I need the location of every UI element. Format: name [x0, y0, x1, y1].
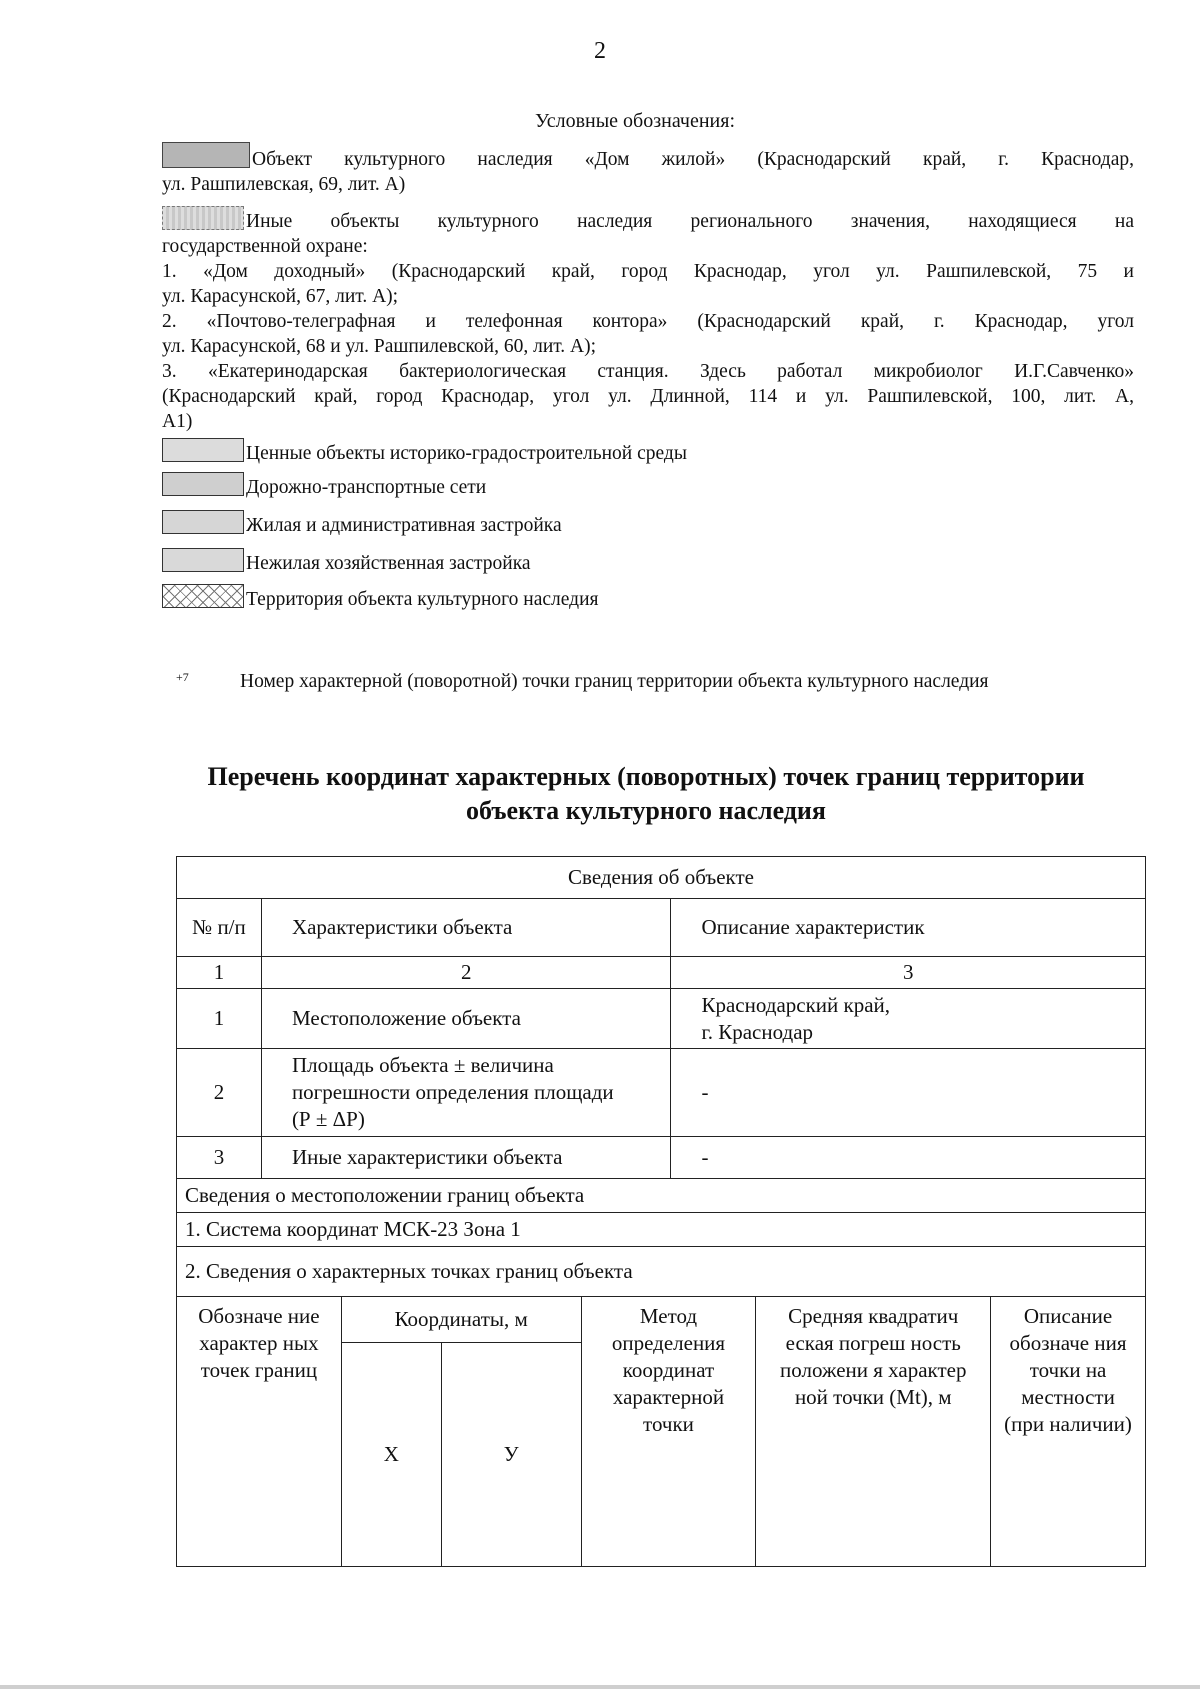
legend-item-3-line1: 3. «Екатеринодарская бактериологическая станция. Здесь работал микробиолог И.Г.Савченко» — [162, 361, 1134, 382]
page-number: 2 — [594, 38, 606, 64]
legend-residential: Жилая и административная застройка — [162, 510, 1134, 538]
light-gray-rectangle-icon — [162, 438, 244, 462]
legend-title: Условные обозначения: — [534, 110, 736, 132]
legend-nonresidential: Нежилая хозяйственная застройка — [162, 548, 1134, 576]
col-number-1: 1 — [177, 957, 262, 989]
legend-regional-line1: Иные объекты культурного наследия регионального значения, находящиеся на — [162, 206, 1134, 234]
legend-item-2-line1: 2. «Почтово-телеграфная и телефонная контора» (Краснодарский край, г. Краснодар, угол — [162, 311, 1134, 332]
head-error: Средняя квадратич еская погреш ность положени я характер ной точки (Mt), м — [756, 1297, 991, 1567]
object-info-table — [176, 856, 1146, 1567]
road-network-rectangle-icon — [162, 472, 244, 496]
legend-item-2-line2: ул. Карасунской, 68 и ул. Рашпилевской, 60, лит. А); — [162, 336, 597, 357]
head-characteristics: Характеристики объекта — [261, 899, 671, 957]
legend-item-3-line3: А1) — [162, 411, 193, 432]
legend-item-1-line1: 1. «Дом доходный» (Краснодарский край, город Краснодар, угол ул. Рашпилевской, 75 и — [162, 261, 1134, 282]
section-location: Сведения о местоположении границ объекта — [177, 1179, 1146, 1213]
bottom-divider — [0, 1685, 1200, 1689]
legend-valuable: Ценные объекты историко-градостроительной среды — [162, 438, 1134, 466]
head-method: Метод определения координат характерной точки — [581, 1297, 756, 1567]
residential-building-rectangle-icon — [162, 510, 244, 534]
legend-point: +7 Номер характерной (поворотной) точки границ территории объекта культурного наследия — [176, 670, 989, 692]
section-points: 2. Сведения о характерных точках границ объекта — [177, 1247, 1146, 1297]
head-point-description: Описание обозначе ния точки на местности (при наличии) — [991, 1297, 1146, 1567]
section-object-info: Сведения об объекте — [177, 857, 1146, 899]
col-number-3: 3 — [671, 957, 1146, 989]
head-num: № п/п — [177, 899, 262, 957]
nonresidential-building-rectangle-icon — [162, 548, 244, 572]
page-title: Перечень координат характерных (поворотных) точек границ территории объекта культурного наследия — [207, 762, 1085, 825]
legend-object-line1: Объект культурного наследия «Дом жилой» (Краснодарский край, г. Краснодар, — [162, 142, 1134, 172]
legend — [162, 142, 1134, 612]
head-description: Описание характеристик — [671, 899, 1146, 957]
table-row: 1 Местоположение объекта Краснодарский край, г. Краснодар — [177, 989, 1146, 1049]
dark-gray-rectangle-icon — [162, 142, 250, 168]
legend-object-line2: ул. Рашпилевская, 69, лит. А) — [162, 174, 406, 195]
head-y: У — [441, 1343, 581, 1567]
legend-item-1-line2: ул. Карасунской, 67, лит. А); — [162, 286, 399, 307]
legend-territory: Территория объекта культурного наследия — [162, 584, 1134, 612]
table-row: 3 Иные характеристики объекта - — [177, 1137, 1146, 1179]
col-number-2: 2 — [261, 957, 671, 989]
head-coordinates: Координаты, м — [341, 1297, 581, 1343]
legend-regional-line2: государственной охране: — [162, 236, 368, 257]
coord-system: 1. Система координат МСК-23 Зона 1 — [177, 1213, 1146, 1247]
point-number-icon: +7 — [176, 670, 189, 684]
dotted-gray-rectangle-icon — [162, 206, 244, 230]
legend-road: Дорожно-транспортные сети — [162, 472, 1134, 500]
table-row: 2 Площадь объекта ± величина погрешности определения площади (Р ± ΔР) - — [177, 1049, 1146, 1137]
legend-item-3-line2: (Краснодарский край, город Краснодар, угол ул. Длинной, 114 и ул. Рашпилевской, 100, лит. А, — [162, 386, 1134, 407]
head-x: X — [341, 1343, 441, 1567]
crosshatch-rectangle-icon — [162, 584, 244, 608]
head-designation: Обозначе ние характер ных точек границ — [177, 1297, 342, 1567]
